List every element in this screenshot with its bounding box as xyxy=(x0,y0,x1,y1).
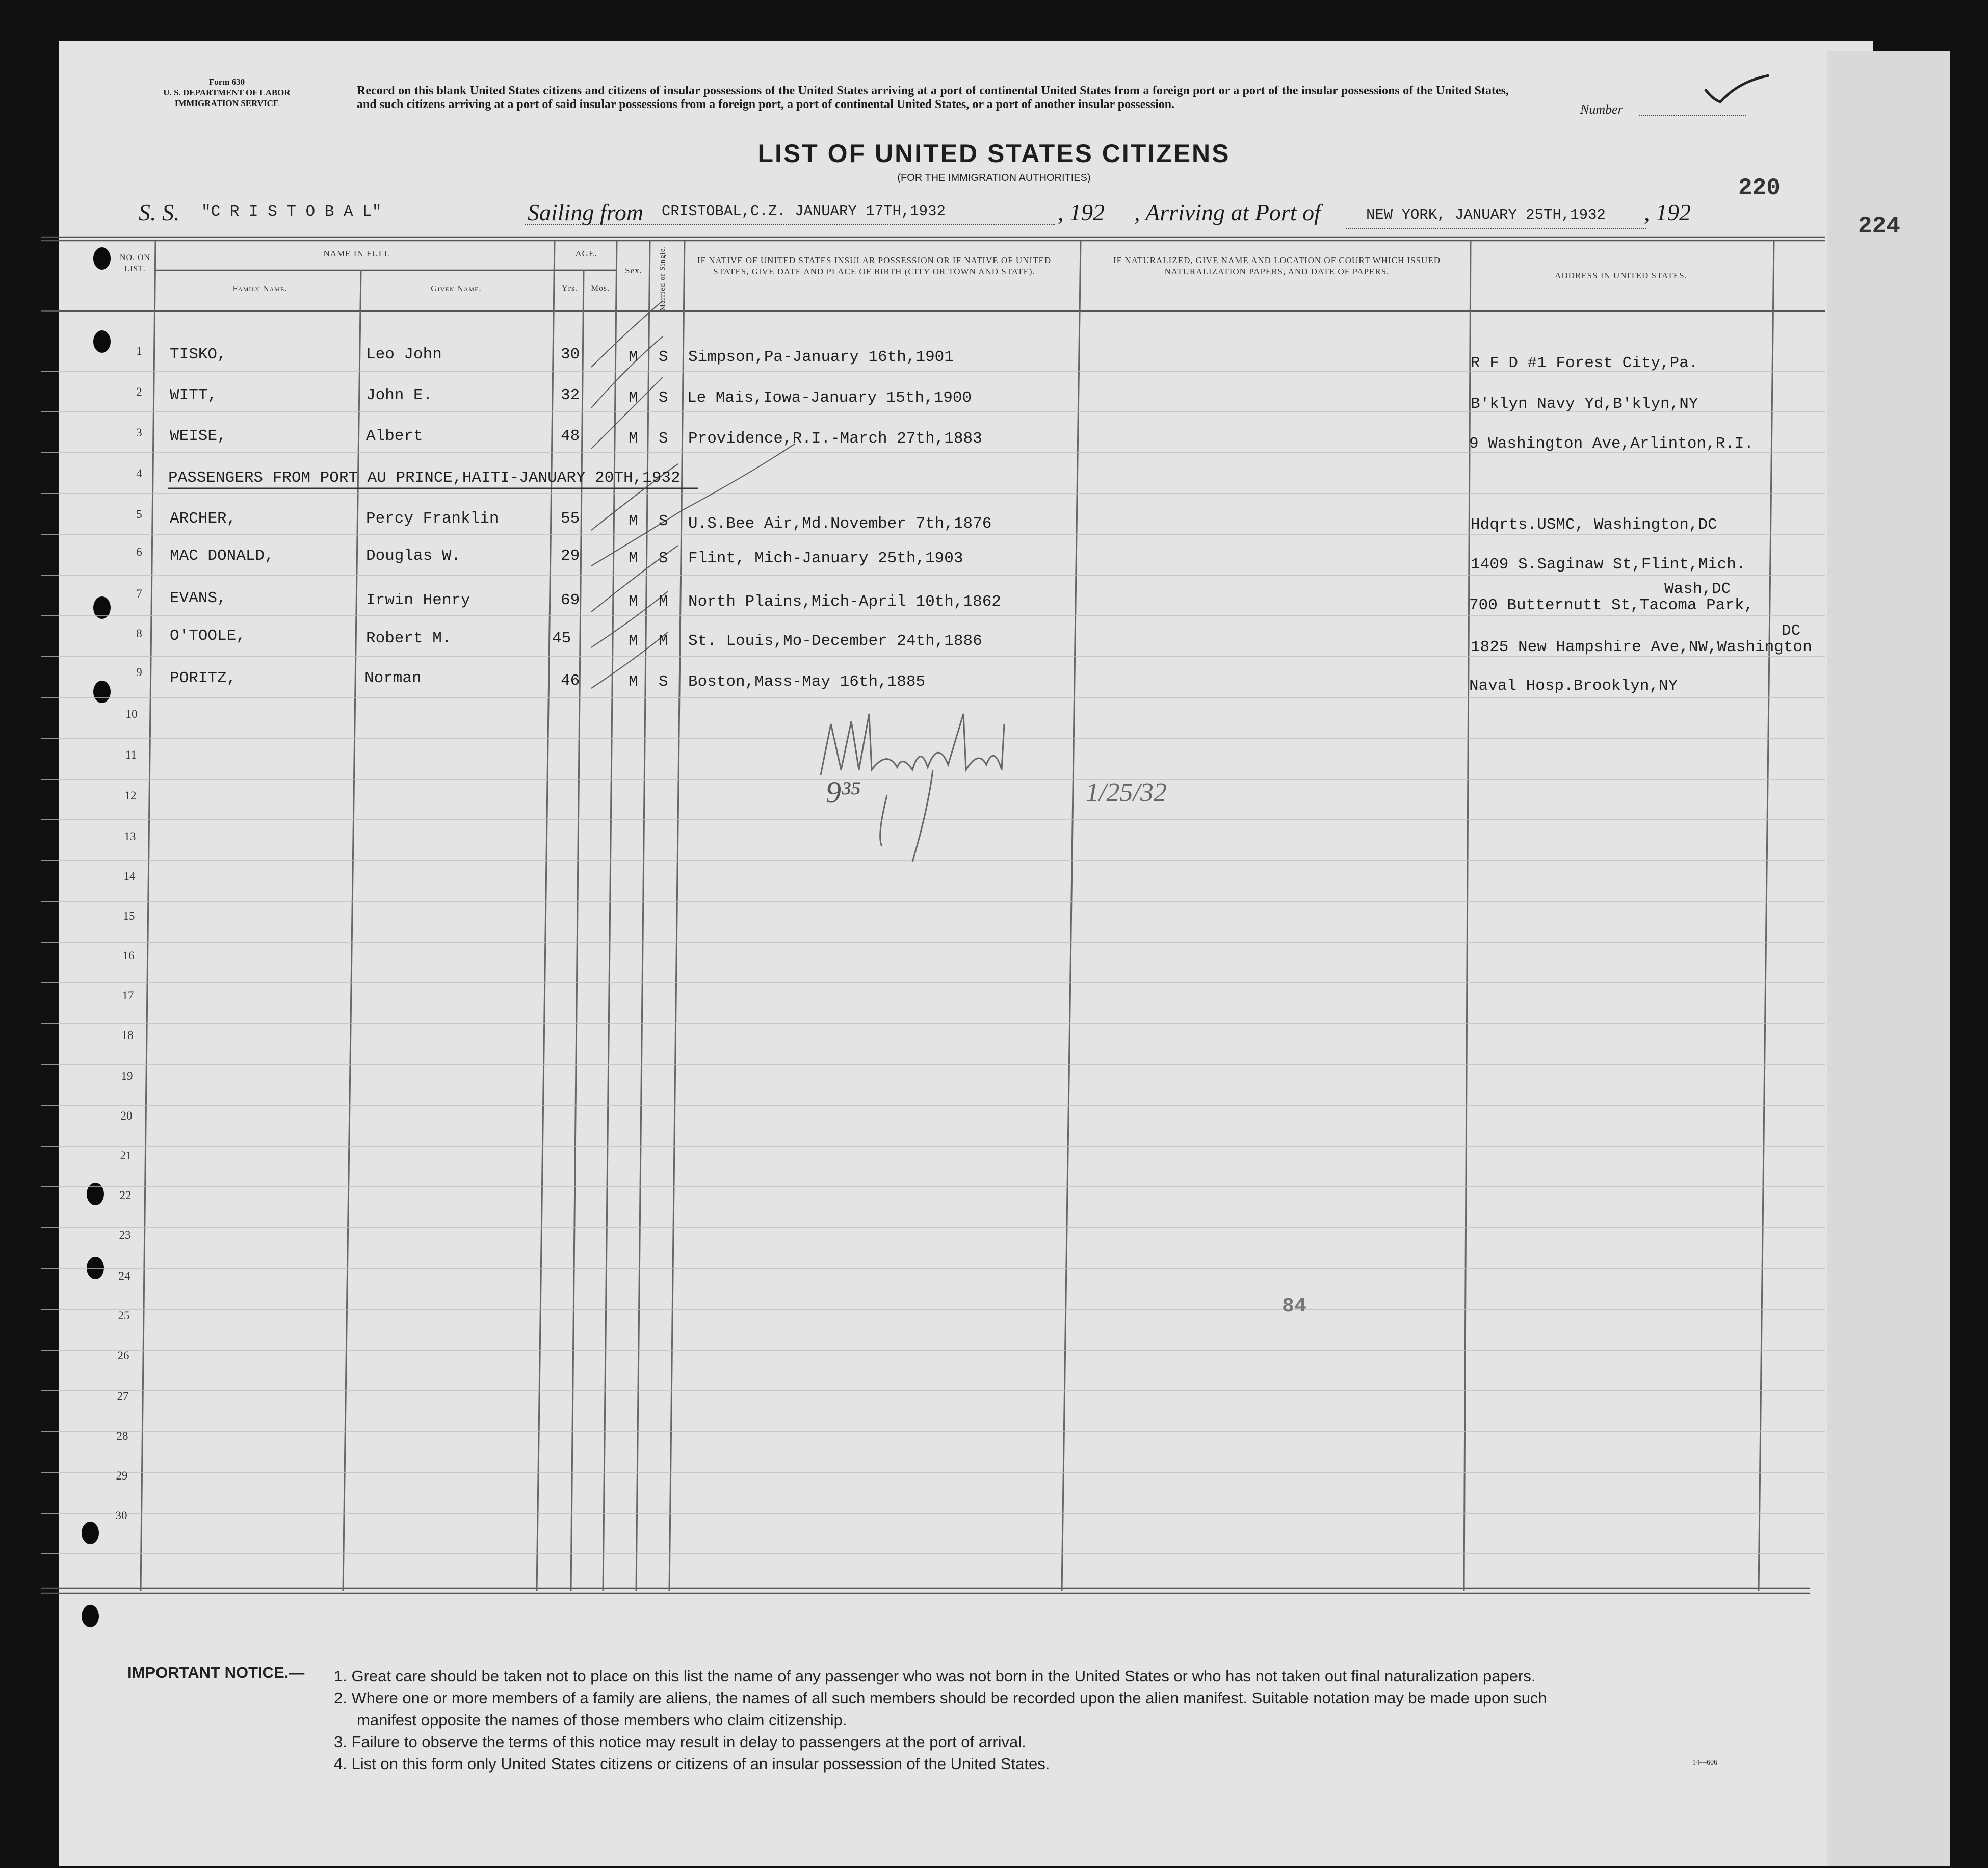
age-years: 55 xyxy=(561,510,580,528)
age-years: 45 xyxy=(552,630,571,647)
birth-place-date: Flint, Mich-January 25th,1903 xyxy=(688,550,963,567)
us-address: Naval Hosp.Brooklyn,NY xyxy=(1469,677,1678,695)
notice-item-3: 3. Failure to observe the terms of this notice may result in delay to passengers at the port of arrival. xyxy=(334,1733,1026,1751)
col-family-name: Family Name. xyxy=(232,283,287,293)
sex: M xyxy=(629,632,638,650)
stamp-number: 220 xyxy=(1738,175,1781,201)
row-number: 1 xyxy=(136,345,142,357)
page-subtitle: (FOR THE IMMIGRATION AUTHORITIES) xyxy=(897,172,1091,184)
row-number: 22 xyxy=(119,1189,132,1202)
handwritten-date: 1/25/32 xyxy=(1086,778,1167,807)
col-name-in-full: NAME IN FULL xyxy=(323,249,390,258)
family-name: EVANS, xyxy=(170,589,227,607)
row-number: 27 xyxy=(117,1390,129,1403)
age-years: 29 xyxy=(561,547,580,565)
row-number: 16 xyxy=(122,949,135,962)
col-birth-place: IF NATIVE OF UNITED STATES INSULAR POSSESSION OR IF NATIVE OF UNITED STATES, GIVE DATE AND PLACE OF BIRTH (CITY OR TOWN AND STATE). xyxy=(697,255,1052,276)
passenger-group-note: PASSENGERS FROM PORT AU PRINCE,HAITI-JANUARY 20TH,1932 xyxy=(168,469,681,487)
row-number: 8 xyxy=(136,627,142,640)
service-name: IMMIGRATION SERVICE xyxy=(174,98,279,108)
col-address: ADDRESS IN UNITED STATES. xyxy=(1555,271,1687,280)
notice-label: IMPORTANT NOTICE.— xyxy=(127,1664,305,1681)
family-name: MAC DONALD, xyxy=(170,547,274,565)
record-instruction: Record on this blank United States citizens and citizens of insular possessions of the United States arriving at a port of continental United States from a foreign port or a port of the insular possessions of the United States, and such citizens arriving at a port of said insular possessions from a foreign port, a port of continental United States, or a port of another insular possession. xyxy=(357,84,1509,111)
col-age: AGE. xyxy=(575,249,597,258)
sex: M xyxy=(629,593,638,611)
given-name: Robert M. xyxy=(366,630,452,647)
marital-status: S xyxy=(659,389,668,407)
col-married-single: Married or Single. xyxy=(659,245,667,312)
col-no-on-list: NO. ON LIST. xyxy=(119,253,151,273)
col-age-yrs: Yrs. xyxy=(561,284,578,293)
year-stub: , 192 xyxy=(1058,199,1105,225)
us-address: 1825 New Hampshire Ave,NW,Washington xyxy=(1471,638,1812,656)
col-naturalization: IF NATURALIZED, GIVE NAME AND LOCATION OF COURT WHICH ISSUED NATURALIZATION PAPERS, AND DATE OF PAPERS. xyxy=(1113,255,1441,276)
given-name: Percy Franklin xyxy=(366,510,499,528)
family-name: WITT, xyxy=(170,386,218,404)
given-name: Leo John xyxy=(366,346,442,364)
form-code: 14—606 xyxy=(1692,1759,1717,1767)
row-number: 7 xyxy=(136,587,142,600)
given-name: Norman xyxy=(364,669,422,687)
family-name: WEISE, xyxy=(170,427,227,445)
marital-status: S xyxy=(659,673,668,691)
marital-status: S xyxy=(659,430,668,448)
arriving-label: , Arriving at Port of xyxy=(1134,199,1321,225)
stamp-number-secondary: 224 xyxy=(1858,213,1900,240)
birth-place-date: Simpson,Pa-January 16th,1901 xyxy=(688,348,954,366)
us-address: 9 Washington Ave,Arlinton,R.I. xyxy=(1469,435,1754,453)
arriving-at-value: NEW YORK, JANUARY 25TH,1932 xyxy=(1366,206,1606,223)
birth-place-date: North Plains,Mich-April 10th,1862 xyxy=(688,593,1001,611)
given-name: John E. xyxy=(366,386,433,404)
family-name: ARCHER, xyxy=(170,510,237,528)
marital-status: S xyxy=(659,512,668,530)
row-number: 28 xyxy=(116,1430,128,1442)
us-address: Hdqrts.USMC, Washington,DC xyxy=(1471,516,1717,534)
row-number: 18 xyxy=(121,1029,134,1042)
birth-place-date: St. Louis,Mo-December 24th,1886 xyxy=(688,632,982,650)
age-years: 48 xyxy=(561,427,580,445)
row-number: 12 xyxy=(124,789,137,802)
row-number: 6 xyxy=(136,546,142,558)
sex: M xyxy=(629,348,638,366)
handwritten-time: 9³⁵ xyxy=(826,775,861,809)
row-number: 20 xyxy=(120,1109,133,1122)
sailing-from-value: CRISTOBAL,C.Z. JANUARY 17TH,1932 xyxy=(662,203,946,220)
age-years: 30 xyxy=(561,346,580,364)
marital-status: M xyxy=(659,632,668,650)
birth-place-date: U.S.Bee Air,Md.November 7th,1876 xyxy=(688,515,992,533)
page-title: LIST OF UNITED STATES CITIZENS xyxy=(757,139,1231,168)
birth-place-date: Boston,Mass-May 16th,1885 xyxy=(688,673,926,691)
row-number: 15 xyxy=(123,910,135,922)
row-number: 4 xyxy=(136,467,142,480)
row-number: 24 xyxy=(118,1269,130,1282)
marital-status: M xyxy=(659,593,668,611)
row-number: 23 xyxy=(119,1229,131,1241)
age-years: 46 xyxy=(561,672,580,690)
given-name: Albert xyxy=(366,427,423,445)
page-mark: 84 xyxy=(1282,1295,1307,1318)
ship-name: "C R I S T O B A L" xyxy=(201,203,382,221)
birth-place-date: Providence,R.I.-March 27th,1883 xyxy=(688,430,982,448)
sex: M xyxy=(629,430,638,448)
given-name: Irwin Henry xyxy=(366,591,470,609)
row-number: 19 xyxy=(121,1070,133,1082)
sex: M xyxy=(629,673,638,691)
family-name: TISKO, xyxy=(170,346,227,364)
us-address-continuation: DC xyxy=(1782,622,1801,640)
notice-item-1: 1. Great care should be taken not to place on this list the name of any passenger who was not born in the United States or who has not taken out final naturalization papers. xyxy=(334,1667,1536,1685)
notice-item-2-continued: manifest opposite the names of those members who claim citizenship. xyxy=(357,1711,847,1729)
row-number: 17 xyxy=(122,989,134,1002)
col-given-name: Given Name. xyxy=(431,283,482,293)
row-number: 10 xyxy=(125,708,138,720)
sex: M xyxy=(629,512,638,530)
row-number: 25 xyxy=(118,1309,130,1322)
marital-status: S xyxy=(659,550,668,567)
us-address-continuation: Wash,DC xyxy=(1664,580,1731,598)
age-years: 69 xyxy=(561,591,580,609)
col-sex: Sex. xyxy=(625,266,642,275)
family-name: PORITZ, xyxy=(170,669,237,687)
row-number: 2 xyxy=(136,385,142,398)
notice-item-4: 4. List on this form only United States citizens or citizens of an insular possession of the United States. xyxy=(334,1755,1050,1773)
row-number: 11 xyxy=(125,748,137,761)
us-address: R F D #1 Forest City,Pa. xyxy=(1471,354,1698,372)
sex: M xyxy=(629,389,638,407)
form-number: Form 630 xyxy=(208,77,245,87)
marital-status: S xyxy=(659,348,668,366)
number-label: Number xyxy=(1580,102,1623,117)
us-address: B'klyn Navy Yd,B'klyn,NY xyxy=(1471,395,1698,413)
row-number: 14 xyxy=(123,870,136,883)
col-age-mos: Mos. xyxy=(591,284,610,293)
age-years: 32 xyxy=(561,386,580,404)
sex: M xyxy=(629,550,638,567)
family-name: O'TOOLE, xyxy=(170,627,246,645)
department-name: U. S. DEPARTMENT OF LABOR xyxy=(163,88,291,97)
row-number: 3 xyxy=(136,426,142,439)
birth-place-date: Le Mais,Iowa-January 15th,1900 xyxy=(687,389,972,407)
us-address: 1409 S.Saginaw St,Flint,Mich. xyxy=(1471,556,1746,574)
sailing-label: Sailing from xyxy=(528,199,644,225)
row-number: 9 xyxy=(136,666,142,679)
row-number: 21 xyxy=(120,1149,132,1162)
given-name: Douglas W. xyxy=(366,547,461,565)
notice-item-2: 2. Where one or more members of a family are aliens, the names of all such members should be recorded upon the alien manifest. Suitable notation may be made upon such xyxy=(334,1689,1547,1707)
ship-prefix: S. S. xyxy=(139,199,180,225)
year-stub-2: , 192 xyxy=(1644,199,1691,225)
row-number: 5 xyxy=(136,508,142,521)
row-number: 13 xyxy=(124,830,136,843)
row-number: 26 xyxy=(117,1349,129,1362)
row-number: 30 xyxy=(115,1509,127,1522)
row-number: 29 xyxy=(116,1469,128,1482)
us-address: 700 Butternutt St,Tacoma Park, xyxy=(1469,596,1754,614)
